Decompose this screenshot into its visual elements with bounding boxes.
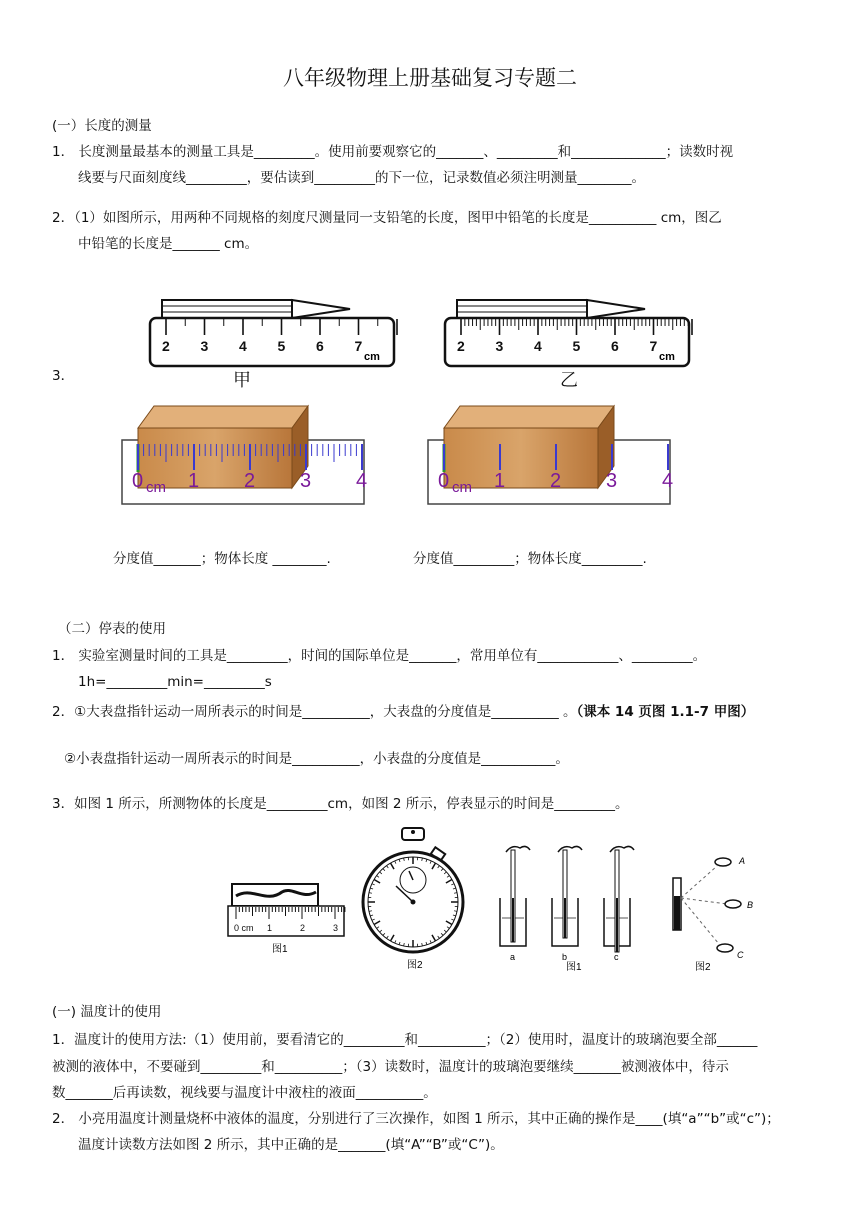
thermometer-q1-line-2: 被测的液体中，不要碰到_________和__________；（3）读数时，温度计的玻璃泡要继续_______被测液体中，待示: [52, 1059, 729, 1075]
figure-2-label: 图2: [695, 962, 711, 973]
ruler-tick-label: 0 cm: [234, 923, 254, 933]
ruler-tick-label: 5: [572, 338, 581, 354]
stopwatch-q3: 3．如图 1 所示，所测物体的长度是_________cm，如图 2 所示，停表显示的时间是_________。: [52, 796, 629, 812]
label-A: A: [739, 856, 746, 866]
ruler-tick-label: 2: [550, 470, 562, 492]
figure-1-label: 图1: [272, 944, 288, 955]
label-B: B: [747, 900, 754, 910]
ruler-tick-label: 3: [333, 923, 339, 933]
pencil-yi: [457, 300, 645, 318]
ruler-tick-label: 0: [132, 470, 144, 492]
page-title: 八年级物理上册基础复习专题二: [283, 66, 577, 90]
ruler-tick-label: 7: [354, 338, 363, 354]
ruler-unit: cm: [452, 479, 472, 496]
thermometer-beaker-figure: [492, 838, 652, 978]
hand-icon: [610, 846, 634, 852]
thermometer-q1-line-1: 1．温度计的使用方法:（1）使用前，要看清它的_________和__________；（2）使用时，温度计的玻璃泡要全部______: [52, 1032, 758, 1048]
figure-2-label: 图2: [407, 960, 423, 971]
hand-icon: [506, 846, 530, 852]
hand-icon: [558, 846, 582, 852]
ruler-tick-label: 7: [649, 338, 658, 354]
ruler-unit: cm: [659, 351, 675, 363]
label-C: C: [737, 950, 744, 960]
ruler-tick-label: 2: [457, 338, 465, 354]
ruler-tick-label: 4: [239, 338, 247, 354]
section-heading-thermometer: (一) 温度计的使用: [52, 1004, 162, 1020]
stopwatch-q2-line-1: [52, 702, 754, 722]
thermometer-reading-figure: [665, 848, 775, 978]
section-heading-length: (一）长度的测量: [52, 118, 152, 134]
ruler-tick-label: 3: [300, 470, 312, 492]
ruler-unit: cm: [364, 351, 380, 363]
ruler-tick-label: 4: [356, 470, 368, 492]
stopwatch-q2-line-2: ②小表盘指针运动一周所表示的时间是__________，小表盘的分度值是___________。: [64, 751, 569, 767]
beaker-label: b: [562, 952, 568, 962]
wood-block-figure-left: [118, 400, 368, 508]
figure-label-yi: 乙: [560, 370, 578, 391]
ruler-tick-label: 4: [534, 338, 542, 354]
ruler-tick-label: 4: [662, 470, 674, 492]
ruler-tick-label: 6: [611, 338, 619, 354]
ruler-tick-label: 3: [495, 338, 504, 354]
thermometer-q2-line-2: 温度计读数方法如图 2 所示，其中正确的是_______(填“A”“B”或“C”)。: [78, 1137, 504, 1153]
stopwatch-q1-line-1: 1． 实验室测量时间的工具是_________，时间的国际单位是_______，常用单位有____________、_________。: [52, 648, 707, 664]
answer-line-left: 分度值_______；物体长度 ________.: [113, 551, 331, 567]
thermometer-q1-line-3: 数_______后再读数，视线要与温度计中液柱的液面__________。: [52, 1085, 437, 1101]
ruler-tick-label: 2: [244, 470, 256, 492]
figure-1-label: 图1: [566, 962, 582, 973]
beaker-label: c: [614, 952, 619, 962]
question-1-line-1: 1． 长度测量最基本的测量工具是_________。使用前要观察它的_______、_________和______________；读数时视: [52, 144, 734, 160]
wood-block-figure-right: [424, 400, 674, 508]
question-2-line-1: 2．（1）如图所示，用两种不同规格的刻度尺测量同一支铅笔的长度，图甲中铅笔的长度是__________ cm，图乙: [52, 210, 722, 226]
beaker-label: a: [510, 952, 516, 962]
ruler-tick-label: 3: [200, 338, 209, 354]
ruler-tick-label: 6: [316, 338, 324, 354]
stopwatch-q2-text: 2．①大表盘指针运动一周所表示的时间是__________，大表盘的分度值是__________ 。: [52, 704, 577, 720]
ruler-unit: cm: [146, 479, 166, 496]
answer-line-right: 分度值_________；物体长度_________.: [413, 551, 647, 567]
stopwatch-figure: [358, 824, 468, 974]
question-2-line-2: 中铅笔的长度是_______ cm。: [78, 236, 259, 252]
thermometer-q2-line-1: 2． 小亮用温度计测量烧杯中液体的温度，分别进行了三次操作，如图 1 所示，其中正确的操作是____(填“a”“b”或“c”)；: [52, 1111, 780, 1127]
ruler-tick-label: 0: [438, 470, 450, 492]
ruler-tick-label: 1: [494, 470, 506, 492]
pencil-jia: [162, 300, 350, 318]
textbook-reference: （课本 14 页图 1.1-7 甲图）: [576, 704, 755, 720]
ruler-tick-label: 1: [188, 470, 200, 492]
question-3-number: 3．: [52, 368, 75, 384]
section-heading-stopwatch: （二）停表的使用: [58, 621, 166, 637]
eye-icon: [715, 858, 741, 952]
stopwatch-q1-line-2: 1h=_________min=_________s: [78, 674, 272, 690]
figure-label-jia: 甲: [233, 370, 251, 391]
small-ruler-figure: [222, 878, 352, 958]
ruler-tick-label: 5: [277, 338, 286, 354]
question-1-line-2: 线要与尺面刻度线_________，要估读到_________的下一位，记录数值必须注明测量________。: [78, 170, 645, 186]
ruler-tick-label: 1: [267, 923, 273, 933]
ruler-tick-label: 2: [300, 923, 306, 933]
ruler-tick-label: 2: [162, 338, 170, 354]
ruler-figure-jia: [140, 288, 400, 388]
ruler-tick-label: 3: [606, 470, 618, 492]
